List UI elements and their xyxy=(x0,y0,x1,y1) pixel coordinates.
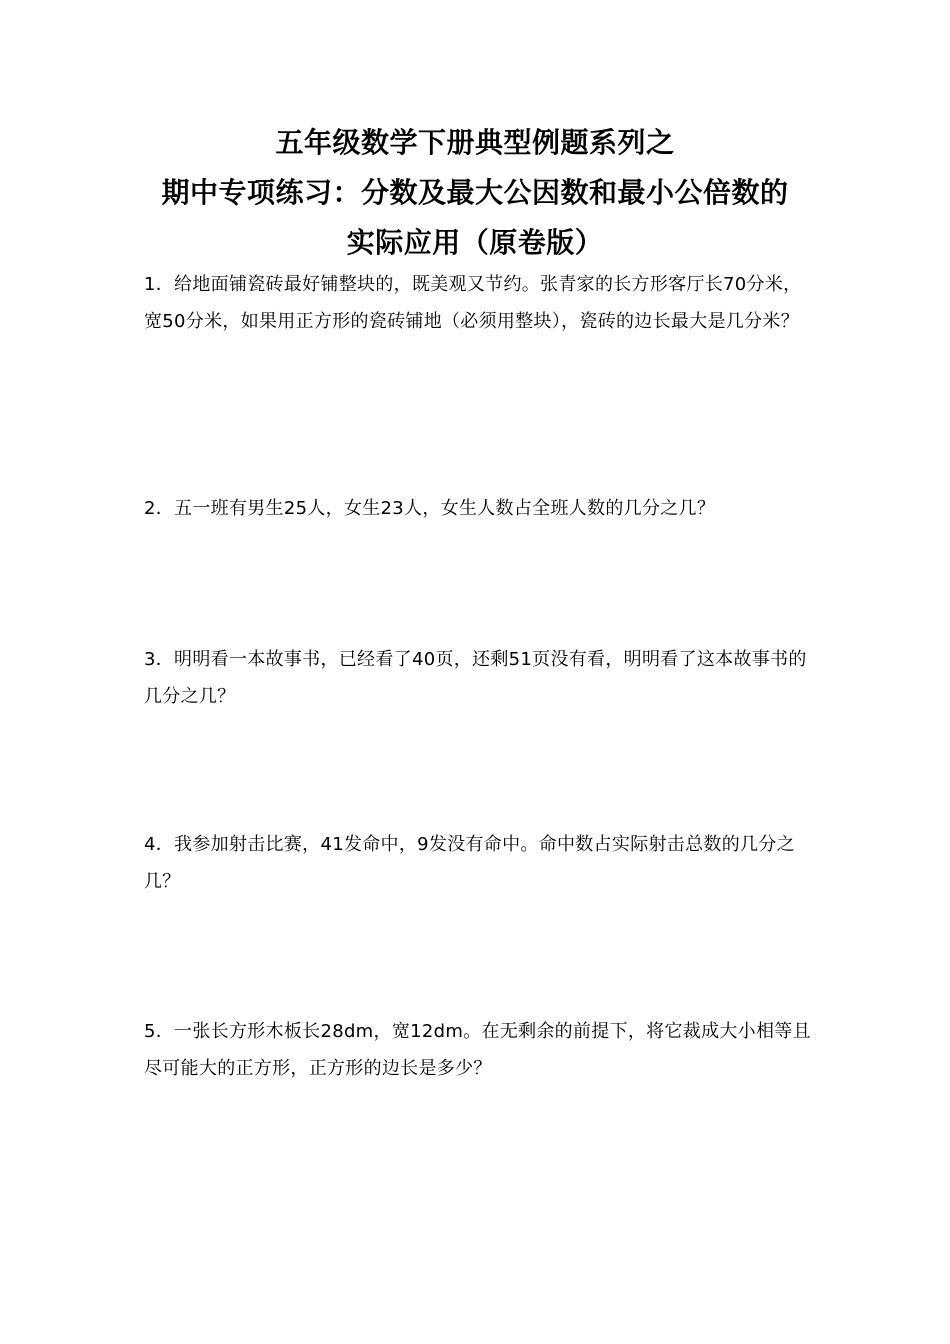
title-line-1: 五年级数学下册典型例题系列之 xyxy=(275,126,675,159)
question-4: 4．我参加射击比赛，41发命中，9发没有命中。命中数占实际射击总数的几分之几？ xyxy=(144,834,795,892)
title-line-3: 实际应用（原卷版） xyxy=(346,226,604,259)
question-2: 2．五一班有男生25人，女生23人，女生人数占全班人数的几分之几？ xyxy=(144,498,716,519)
question-5: 5．一张长方形木板长28dm，宽12dm。在无剩余的前提下，将它裁成大小相等且尽可能大的正方形，正方形的边长是多少？ xyxy=(144,1021,811,1079)
question-1: 1．给地面铺瓷砖最好铺整块的，既美观又节约。张青家的长方形客厅长70分米，宽50分米，如果用正方形的瓷砖铺地（必须用整块），瓷砖的边长最大是几分米？ xyxy=(144,274,802,332)
question-3: 3．明明看一本故事书，已经看了40页，还剩51页没有看，明明看了这本故事书的几分之几？ xyxy=(144,649,807,707)
title-line-2: 期中专项练习：分数及最大公因数和最小公倍数的 xyxy=(161,176,789,209)
document-title xyxy=(0,118,950,268)
